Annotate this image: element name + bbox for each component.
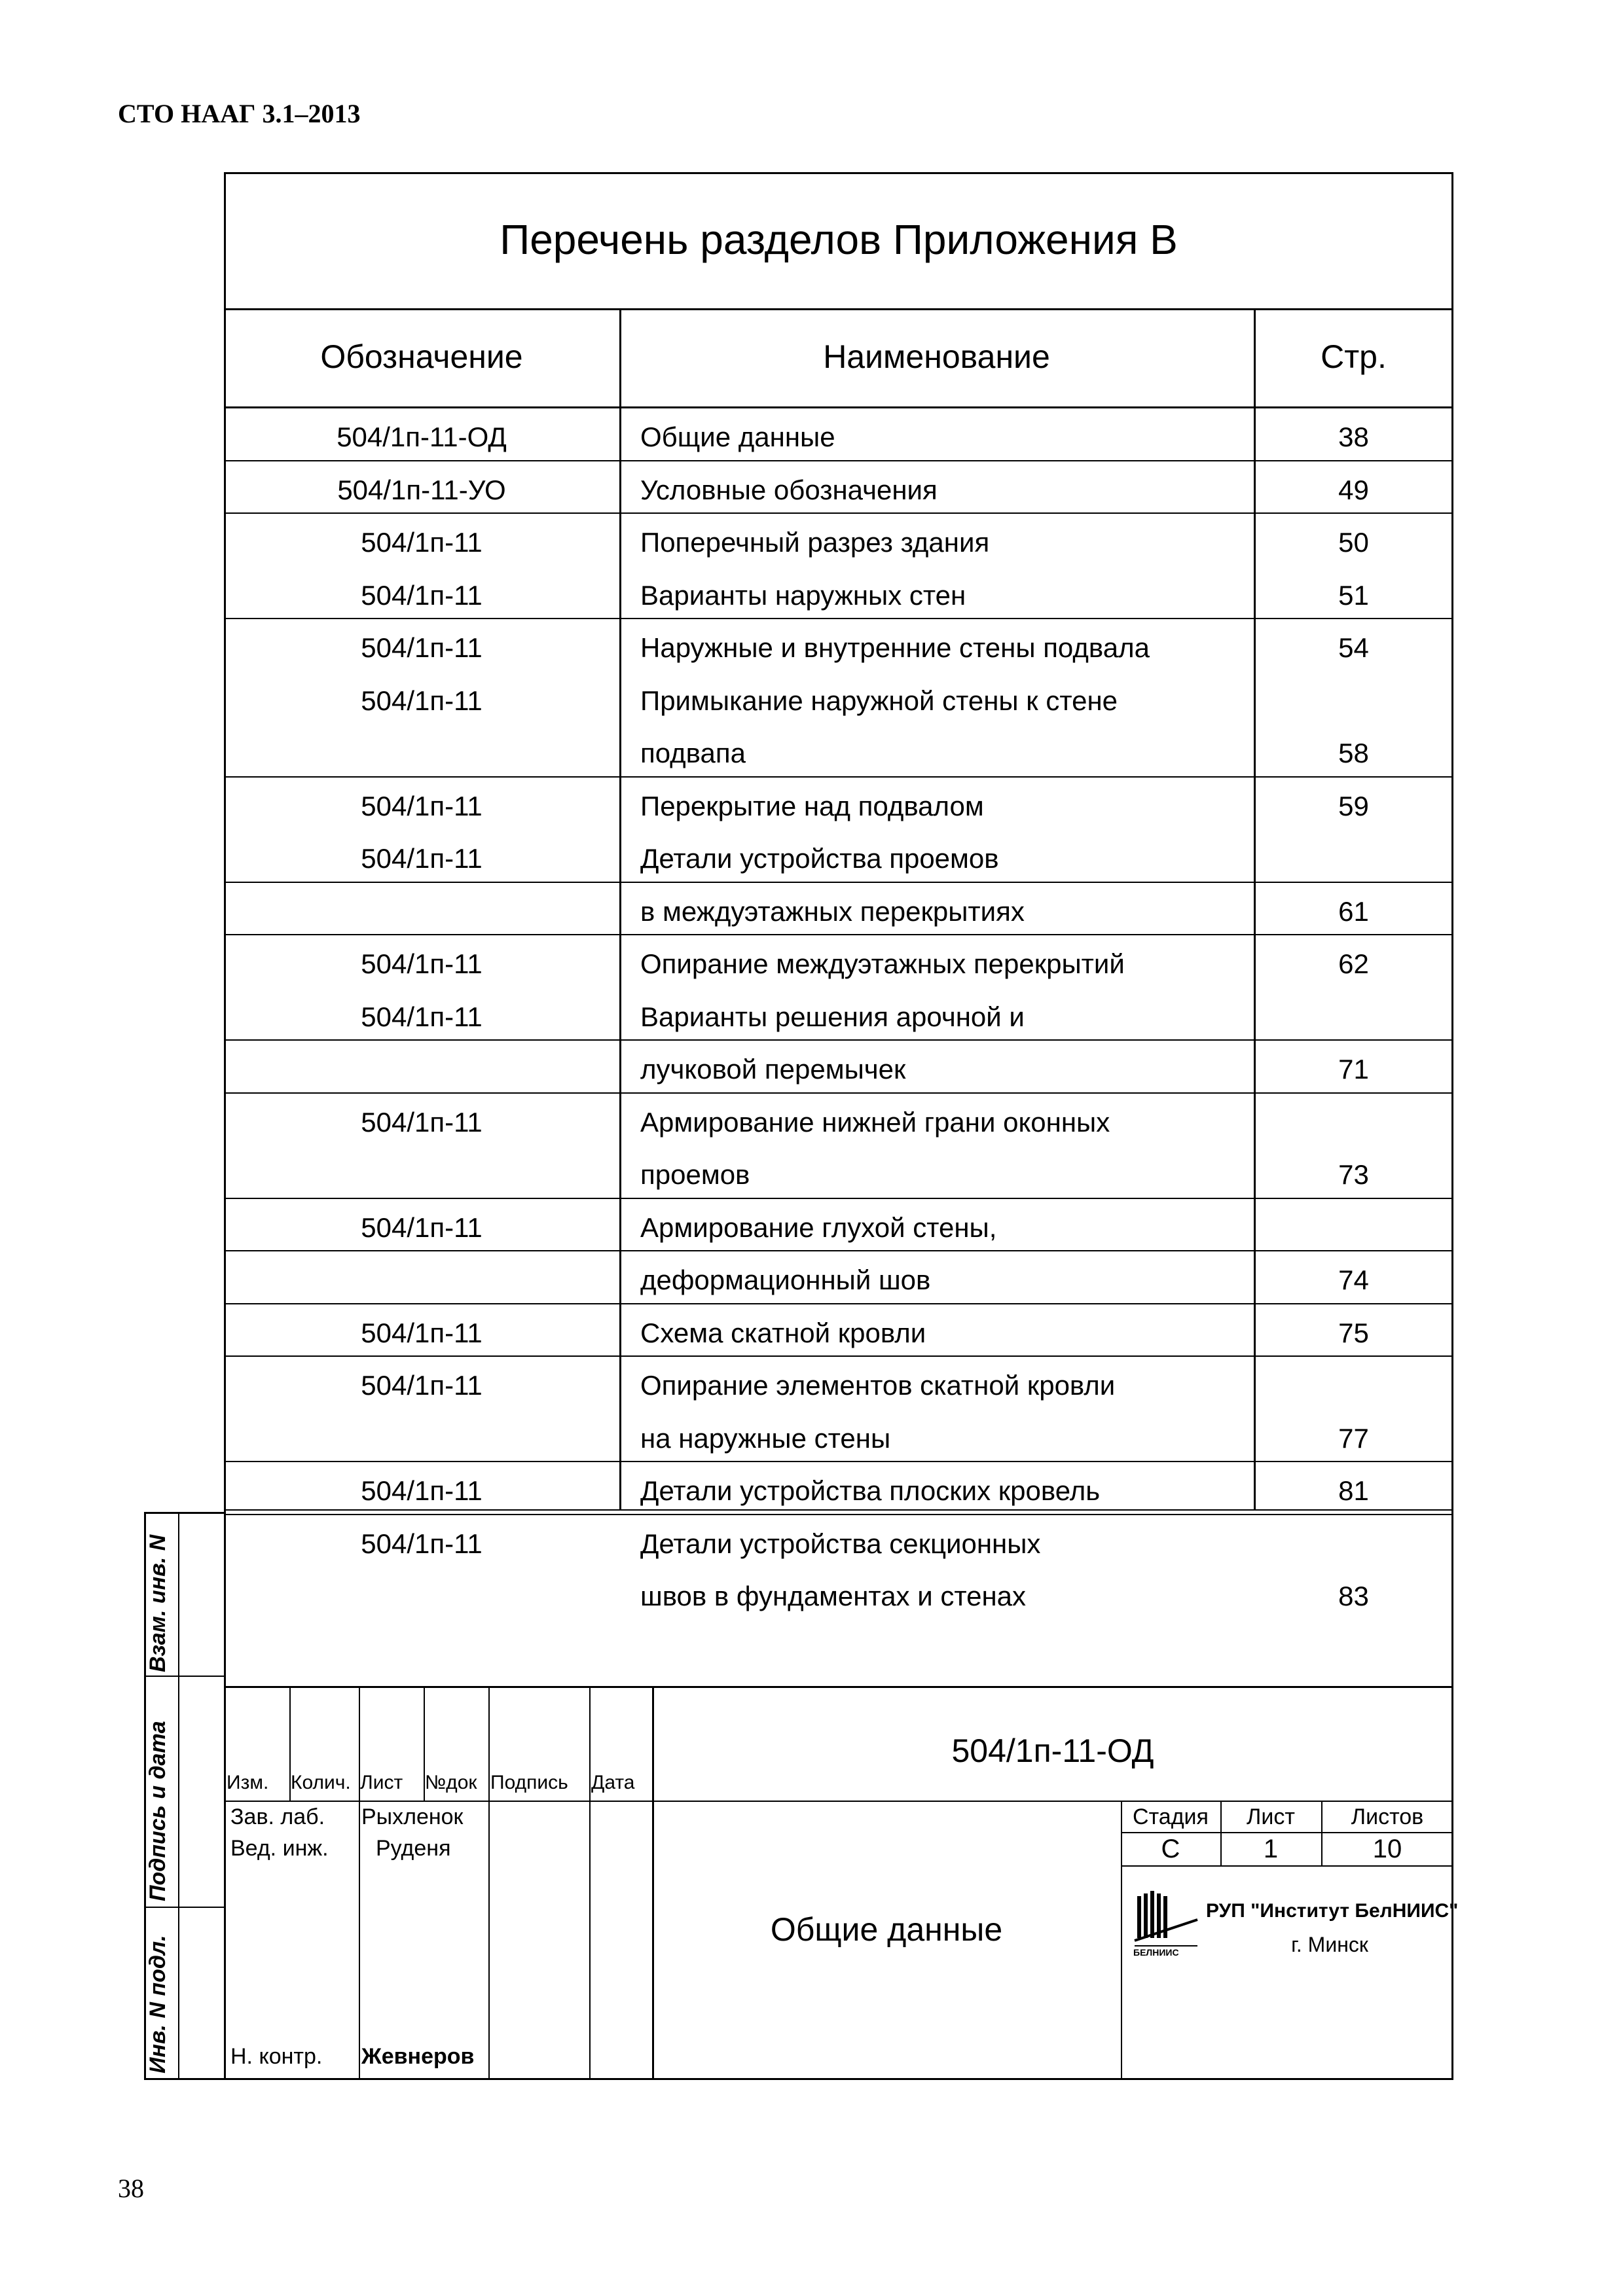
row-designation: 504/1п-11 — [361, 790, 483, 821]
stamp-header-docnum: №док — [425, 1772, 477, 1793]
row-name: Опирание элементов скатной кровли — [640, 1370, 1116, 1401]
row-name: проемов — [640, 1159, 750, 1190]
row-designation: 504/1п-11 — [361, 527, 483, 558]
belniis-logo — [1132, 1887, 1204, 1959]
sheet-value: 1 — [1263, 1835, 1279, 1863]
org-city: г. Минск — [1291, 1933, 1368, 1956]
column-header-designation: Обозначение — [320, 338, 523, 375]
row-name: Армирование глухой стены, — [640, 1211, 997, 1243]
row-page: 50 — [1338, 527, 1369, 558]
row-name: Варианты наружных стен — [640, 579, 966, 611]
drawing-sheet — [224, 172, 1459, 2080]
row-page: 51 — [1338, 579, 1369, 611]
row-name: Условные обозначения — [640, 474, 938, 505]
stamp-header-izm: Изм. — [227, 1772, 269, 1793]
row-designation: 504/1п-11 — [361, 1106, 483, 1138]
row-name: Детали устройства плоских кровель — [640, 1475, 1101, 1506]
stage-value: С — [1161, 1835, 1180, 1863]
row-divider — [224, 1514, 1453, 1515]
row-name: Варианты решения арочной и — [640, 1001, 1025, 1032]
row-designation: 504/1п-11 — [361, 948, 483, 979]
row-page: 62 — [1338, 948, 1369, 979]
row-designation: 504/1п-11 — [361, 1475, 483, 1506]
row-name: Армирование нижней грани оконных — [640, 1106, 1110, 1138]
stamp-name-1: Рыхленок — [361, 1804, 464, 1829]
row-divider — [224, 618, 1453, 619]
row-designation: 504/1п-11 — [361, 1001, 483, 1032]
row-name: швов в фундаментах и стенах — [640, 1581, 1027, 1611]
row-name: Поперечный разрез здания — [640, 527, 990, 558]
row-divider — [224, 776, 1453, 778]
row-name: Схема скатной кровли — [640, 1317, 926, 1348]
stamp-header-qty: Колич. — [291, 1772, 351, 1793]
row-designation: 504/1п-11 — [361, 579, 483, 611]
row-page: 59 — [1338, 790, 1369, 821]
sheet-label: Лист — [1247, 1804, 1295, 1829]
row-designation: 504/1п-11-УО — [337, 474, 506, 505]
org-name: РУП "Институт БелНИИС" — [1206, 1900, 1459, 1922]
row-designation: 504/1п-11 — [361, 843, 483, 874]
row-designation: 504/1п-11 — [361, 685, 483, 716]
row-page: 73 — [1338, 1159, 1369, 1190]
row-divider — [224, 882, 1453, 883]
stamp-name-2: Руденя — [376, 1836, 451, 1861]
column-header-page: Стр. — [1321, 338, 1387, 375]
sheets-label: Листов — [1351, 1804, 1424, 1829]
stamp-role-head: Зав. лаб. — [230, 1804, 325, 1829]
page-number: 38 — [118, 2174, 144, 2203]
row-name: на наружные стены — [640, 1422, 891, 1454]
row-designation: 504/1п-11 — [361, 1370, 483, 1401]
row-divider — [224, 512, 1453, 514]
stamp-header-date: Дата — [591, 1772, 635, 1793]
sheets-value: 10 — [1372, 1835, 1402, 1863]
row-page: 38 — [1338, 422, 1369, 452]
stamp-header-signature: Подпись — [490, 1772, 568, 1793]
row-divider — [224, 460, 1453, 461]
row-page: 74 — [1338, 1265, 1369, 1295]
row-divider — [224, 1198, 1453, 1199]
row-designation: 504/1п-11 — [361, 1211, 483, 1243]
row-page: 75 — [1338, 1317, 1369, 1348]
row-name: Примыкание наружной стены к стене — [640, 685, 1118, 716]
doc-name: Общие данные — [770, 1911, 1003, 1948]
row-name: подвапа — [640, 738, 746, 768]
page-header: СТО НААГ 3.1–2013 — [118, 99, 361, 128]
row-name: в междуэтажных перекрытиях — [640, 895, 1025, 927]
row-name: Детали устройства проемов — [640, 843, 999, 874]
sheet-title: Перечень разделов Приложения В — [500, 216, 1178, 263]
row-divider — [224, 1039, 1453, 1041]
stamp-role-control: Н. контр. — [230, 2044, 323, 2069]
row-divider — [224, 934, 1453, 935]
row-divider — [224, 1461, 1453, 1462]
stamp-role-lead: Вед. инж. — [230, 1836, 329, 1861]
row-divider — [224, 1092, 1453, 1094]
side-label-replacement-inv: Взам. инв. N — [145, 1534, 170, 1672]
row-name: Общие данные — [640, 422, 835, 452]
logo-text: БЕЛНИИС — [1133, 1947, 1179, 1958]
row-name: Детали устройства секционных — [640, 1528, 1041, 1559]
side-label-signature-date: Подпись и дата — [145, 1721, 170, 1901]
doc-code: 504/1п-11-ОД — [951, 1732, 1154, 1769]
row-page: 71 — [1338, 1054, 1369, 1085]
side-label-original-inv: Инв. N подл. — [145, 1935, 170, 2073]
row-page: 61 — [1338, 895, 1369, 927]
row-name: деформационный шов — [640, 1265, 931, 1295]
row-page: 83 — [1338, 1581, 1369, 1611]
stamp-header-sheet: Лист — [360, 1772, 403, 1793]
stamp-name-3: Жевнеров — [361, 2044, 475, 2069]
column-header-name: Наименование — [823, 338, 1050, 375]
row-name: лучковой перемычек — [640, 1054, 906, 1085]
row-name: Опирание междуэтажных перекрытий — [640, 948, 1125, 979]
row-name: Наружные и внутренние стены подвала — [640, 632, 1150, 663]
row-page: 58 — [1338, 738, 1369, 768]
row-divider — [224, 1303, 1453, 1304]
row-divider — [224, 1355, 1453, 1357]
row-designation: 504/1п-11 — [361, 632, 483, 663]
row-page: 54 — [1338, 632, 1369, 663]
row-divider — [224, 1250, 1453, 1251]
row-name: Перекрытие над подвалом — [640, 790, 984, 821]
row-page: 77 — [1338, 1422, 1369, 1454]
row-designation: 504/1п-11 — [361, 1528, 483, 1559]
row-designation: 504/1п-11-ОД — [337, 422, 507, 452]
row-page: 81 — [1338, 1475, 1369, 1506]
row-designation: 504/1п-11 — [361, 1317, 483, 1348]
row-page: 49 — [1338, 474, 1369, 505]
stage-label: Стадия — [1133, 1804, 1209, 1829]
